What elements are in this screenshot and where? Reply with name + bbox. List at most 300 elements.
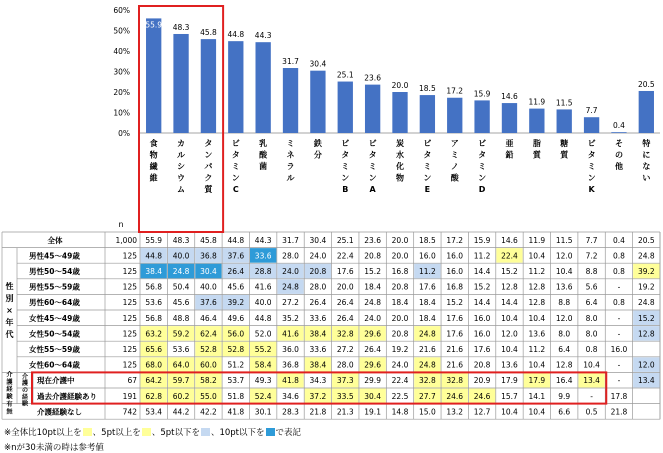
table-cell-value: 45.6 bbox=[227, 282, 245, 292]
table-cell-value: 65.6 bbox=[145, 345, 163, 354]
table-cell-value: 41.8 bbox=[282, 376, 299, 386]
table-cell-value: 26.4 bbox=[336, 298, 354, 308]
table-cell-value: 24.8 bbox=[637, 251, 655, 261]
table-cell-value: 52.8 bbox=[200, 345, 217, 354]
group-label-care-char: 験 bbox=[6, 393, 13, 401]
category-label-char: 質 bbox=[532, 150, 541, 160]
y-tick-label: 20% bbox=[113, 88, 130, 97]
table-cell-value: 51.8 bbox=[227, 391, 245, 401]
table-cell-value: 6.4 bbox=[558, 345, 571, 354]
table-cell-value: 56.0 bbox=[227, 329, 245, 339]
table-cell-value: 29.9 bbox=[364, 376, 381, 386]
table-cell-value: 38.4 bbox=[145, 267, 163, 276]
table-cell-value: 16.0 bbox=[419, 251, 436, 261]
table-cell-value: 10.4 bbox=[528, 360, 546, 370]
bar-value-label: 45.8 bbox=[200, 28, 217, 38]
bar bbox=[201, 39, 216, 133]
table-cell-value: 20.0 bbox=[391, 235, 409, 245]
category-label-char: ミ bbox=[231, 162, 240, 171]
table-cell-value: 44.2 bbox=[172, 407, 190, 417]
table-cell-value: 25.1 bbox=[336, 235, 354, 245]
bar bbox=[557, 109, 572, 133]
row-label: 女性50～54歳 bbox=[29, 329, 80, 339]
group-label-care-char: 護 bbox=[6, 378, 13, 386]
table-cell-value: 10.4 bbox=[583, 360, 600, 370]
y-tick-label: 50% bbox=[113, 26, 130, 36]
table-cell-value: 10.4 bbox=[528, 251, 546, 261]
category-label-char: ク bbox=[204, 173, 213, 183]
table-cell-value: 52.4 bbox=[254, 391, 272, 401]
row-label: 男性50～54歳 bbox=[29, 267, 80, 276]
table-cell-value: 36.8 bbox=[282, 360, 299, 370]
bar-value-label: 7.7 bbox=[585, 106, 598, 116]
row-n: 125 bbox=[122, 251, 137, 261]
table-cell-value: 11.2 bbox=[473, 251, 491, 261]
table-cell-value: 28.0 bbox=[309, 282, 327, 292]
row-n: 1,000 bbox=[115, 235, 137, 245]
category-label-char: カ bbox=[177, 139, 186, 148]
table-cell-value: 18.4 bbox=[391, 298, 409, 308]
table-cell-value: 26.4 bbox=[364, 345, 381, 354]
category-label-char: パ bbox=[204, 162, 213, 171]
bar bbox=[474, 100, 489, 133]
table-cell-value: 12.8 bbox=[528, 282, 546, 292]
table-cell-value: 27.7 bbox=[419, 391, 436, 401]
table-cell-value: 16.8 bbox=[446, 282, 464, 292]
category-label-char: E bbox=[424, 185, 431, 194]
table-cell-value: - bbox=[617, 313, 621, 323]
category-label-char: 炭 bbox=[396, 139, 404, 148]
table-cell-value: 27.2 bbox=[282, 298, 299, 308]
table-cell-value: 34.6 bbox=[282, 391, 299, 401]
category-label-char: タ bbox=[478, 150, 487, 160]
category-label-char: 糖 bbox=[560, 139, 569, 148]
table-cell-value: 59.7 bbox=[172, 376, 190, 386]
bar-value-label: 44.8 bbox=[227, 30, 245, 40]
table-cell-value: - bbox=[590, 391, 593, 401]
table-cell-value: 16.8 bbox=[391, 267, 409, 276]
table-cell-value: 18.4 bbox=[419, 313, 436, 323]
bar-value-label: 11.9 bbox=[528, 97, 546, 107]
table-cell-value: 45.6 bbox=[172, 298, 190, 308]
group-label-char: 性 bbox=[5, 282, 14, 291]
category-label-char: ム bbox=[177, 185, 186, 194]
category-label-char: ラ bbox=[286, 162, 295, 171]
bar-value-label: 48.3 bbox=[172, 22, 190, 32]
table-cell-value: 0.8 bbox=[612, 267, 625, 276]
table-cell-value: 28.0 bbox=[336, 360, 354, 370]
table-cell-value: 9.9 bbox=[558, 391, 571, 401]
legend-note-b: 、5pt以下を bbox=[151, 428, 200, 438]
table-cell-value: 18.5 bbox=[419, 235, 436, 245]
legend-note-suffix: で表記 bbox=[275, 428, 302, 438]
category-label-char: ン bbox=[204, 150, 213, 160]
table-cell-value: 27.2 bbox=[336, 345, 354, 354]
group-label-char: × bbox=[6, 306, 13, 315]
table-cell-value: 59.2 bbox=[172, 329, 190, 339]
legend-note-c: 、10pt以下を bbox=[210, 428, 265, 438]
table-cell-value: 17.6 bbox=[419, 282, 436, 292]
table-cell-value: 10.4 bbox=[528, 407, 546, 417]
table-cell-value: 56.8 bbox=[145, 282, 163, 292]
category-label-char: 菌 bbox=[259, 162, 268, 171]
group-sub-label-char: 護 bbox=[21, 380, 29, 388]
bar bbox=[173, 34, 188, 133]
category-label-char: ン bbox=[341, 173, 350, 183]
table-cell-value: 16.0 bbox=[473, 329, 491, 339]
category-label-char: 維 bbox=[149, 173, 158, 183]
category-label-char: ビ bbox=[423, 139, 432, 148]
table-cell-value: 41.6 bbox=[254, 282, 272, 292]
table-cell-value: 21.6 bbox=[446, 360, 464, 370]
table-cell-value: 18.4 bbox=[419, 298, 436, 308]
table-cell-value: - bbox=[617, 360, 621, 370]
category-label-char: ル bbox=[177, 150, 186, 160]
category-label-char: B bbox=[342, 185, 349, 194]
table-cell-value: 24.0 bbox=[391, 360, 409, 370]
n-header: n bbox=[118, 220, 124, 229]
table-cell-value: 68.0 bbox=[145, 360, 163, 370]
category-label-char: 他 bbox=[614, 162, 623, 171]
table-cell-value: 55.9 bbox=[145, 235, 163, 245]
legend-note bbox=[4, 426, 301, 438]
bar-value-label: 0.4 bbox=[612, 121, 625, 131]
bar-value-label: 25.1 bbox=[336, 70, 354, 80]
table-cell-value: 11.9 bbox=[528, 235, 546, 245]
table-cell-value: 7.7 bbox=[585, 235, 598, 245]
category-label-char: タ bbox=[368, 150, 377, 160]
table-cell-value: 30.4 bbox=[364, 391, 381, 401]
table-cell-value: 20.0 bbox=[336, 282, 354, 292]
bar-value-label: 17.2 bbox=[446, 86, 464, 96]
group-label-care-char: 経 bbox=[6, 386, 13, 394]
category-label-char: 質 bbox=[204, 185, 213, 194]
category-label-char: C bbox=[232, 185, 239, 194]
table-cell-value: 21.8 bbox=[610, 407, 628, 417]
table-cell-value: 26.4 bbox=[309, 298, 327, 308]
table-cell-value: 8.0 bbox=[558, 329, 571, 339]
table-cell-value: 58.4 bbox=[254, 360, 272, 370]
table-cell-value: 11.2 bbox=[419, 267, 436, 276]
table-cell-value: 0.8 bbox=[612, 251, 625, 261]
table-cell-value: 55.2 bbox=[254, 345, 272, 354]
table-cell-value: 41.8 bbox=[227, 407, 245, 417]
table-cell-value: 24.0 bbox=[282, 267, 299, 276]
y-tick-label: 10% bbox=[113, 108, 130, 118]
table-cell-value: 12.0 bbox=[555, 313, 573, 323]
table-cell-value: 38.4 bbox=[309, 360, 327, 370]
table-cell-value: 51.2 bbox=[227, 360, 245, 370]
table-cell-value: 40.0 bbox=[172, 251, 190, 261]
table-cell-value: 10.4 bbox=[501, 313, 518, 323]
category-label-char: ン bbox=[587, 173, 596, 183]
bar-value-label: 23.6 bbox=[364, 73, 381, 83]
category-label-char: ン bbox=[368, 173, 377, 183]
category-label-char: な bbox=[642, 162, 651, 171]
table-cell-value: 18.4 bbox=[364, 282, 381, 292]
bar-value-label: 18.5 bbox=[419, 84, 436, 94]
table-cell-value: 14.4 bbox=[473, 267, 491, 276]
row-n: 67 bbox=[127, 376, 137, 386]
row-n: 125 bbox=[122, 345, 137, 354]
group-sub-label-char: 験 bbox=[21, 400, 29, 408]
table-cell-value: 29.6 bbox=[364, 360, 381, 370]
table-cell-value: 0.5 bbox=[585, 407, 598, 417]
table-cell-value: 14.1 bbox=[528, 391, 546, 401]
category-label-char: 脂 bbox=[532, 139, 541, 148]
y-tick-label: 40% bbox=[113, 47, 130, 56]
table-cell-value: 52.0 bbox=[254, 329, 272, 339]
category-label-char: タ bbox=[341, 150, 350, 160]
table-cell-value: 21.8 bbox=[309, 407, 327, 417]
table-cell-value: 0.8 bbox=[612, 298, 625, 308]
table-cell-value: 11.5 bbox=[555, 235, 573, 245]
row-label: 男性60～64歳 bbox=[29, 298, 80, 308]
category-label-char: 食 bbox=[149, 139, 158, 148]
group-label-char: 代 bbox=[5, 330, 14, 339]
table-cell-value: 64.2 bbox=[145, 376, 163, 386]
table-cell-value: 15.2 bbox=[364, 267, 381, 276]
table-cell-value: 32.8 bbox=[419, 376, 436, 386]
category-label-char: ビ bbox=[231, 139, 240, 148]
table-cell-value: 32.8 bbox=[336, 329, 354, 339]
table-cell-value: 10.4 bbox=[555, 267, 573, 276]
table-cell-value: 32.8 bbox=[446, 376, 464, 386]
table-cell-value: 13.2 bbox=[446, 407, 464, 417]
bar bbox=[529, 109, 544, 133]
table-cell-value: 17.9 bbox=[528, 376, 546, 386]
table-cell-value: 8.0 bbox=[585, 313, 598, 323]
table-cell-value: 20.0 bbox=[391, 251, 409, 261]
category-label-char: ミ bbox=[587, 162, 596, 171]
table-cell-value: 24.8 bbox=[282, 282, 299, 292]
table-cell-value: 8.8 bbox=[558, 298, 571, 308]
table-cell-value: 62.4 bbox=[200, 329, 217, 339]
table-cell-value: 14.8 bbox=[391, 407, 409, 417]
table-cell-value: 10.4 bbox=[501, 345, 518, 354]
table-cell-value: 16.0 bbox=[473, 313, 491, 323]
bar bbox=[447, 98, 462, 133]
table-cell-value: 19.2 bbox=[637, 282, 655, 292]
bar bbox=[283, 68, 298, 133]
table-cell-value: 14.4 bbox=[473, 298, 491, 308]
table-cell-value: 19.1 bbox=[364, 407, 381, 417]
bar bbox=[611, 132, 626, 133]
row-label: 女性45～49歳 bbox=[29, 313, 80, 323]
table-cell-value: 48.8 bbox=[172, 313, 190, 323]
table-cell-value: 28.3 bbox=[282, 407, 299, 417]
table-cell-value: 20.8 bbox=[391, 282, 409, 292]
table-cell-value: 33.6 bbox=[309, 345, 327, 354]
table-cell-value: 24.8 bbox=[419, 329, 436, 339]
table-cell-value: 58.2 bbox=[200, 376, 217, 386]
table-cell-value: 41.6 bbox=[282, 329, 299, 339]
table-cell-value: 24.0 bbox=[364, 313, 381, 323]
category-label-char: 酸 bbox=[450, 173, 459, 183]
table-cell-value: 39.2 bbox=[637, 267, 655, 276]
table-cell-value: 17.6 bbox=[336, 267, 354, 276]
table-cell-value: 52.8 bbox=[227, 345, 245, 354]
table-cell-value: 26.4 bbox=[336, 313, 354, 323]
table-cell-value: 8.8 bbox=[585, 267, 598, 276]
category-label-char: 質 bbox=[560, 150, 569, 160]
category-label-char: ビ bbox=[341, 139, 350, 148]
table-cell-value: 17.8 bbox=[610, 391, 628, 401]
table-cell-value: 13.4 bbox=[637, 376, 655, 386]
table-cell-value: 17.6 bbox=[446, 329, 464, 339]
table-cell-value: 53.6 bbox=[172, 345, 190, 354]
table-cell-value: 12.8 bbox=[637, 329, 655, 339]
table-cell-value: 46.4 bbox=[200, 313, 217, 323]
table-cell-value: 33.6 bbox=[309, 313, 327, 323]
table-cell-value: 24.8 bbox=[419, 360, 436, 370]
table-cell-value: 60.2 bbox=[172, 391, 190, 401]
category-label-char: ン bbox=[478, 173, 487, 183]
table-cell-value: 11.2 bbox=[528, 267, 546, 276]
bar-value-label: 30.4 bbox=[309, 59, 327, 69]
table-cell-value: 15.0 bbox=[419, 407, 436, 417]
table-cell-value: 22.4 bbox=[501, 251, 518, 261]
group-label-char: 年 bbox=[5, 318, 14, 327]
table-cell-value: 37.3 bbox=[336, 376, 354, 386]
table-cell-value: 15.2 bbox=[473, 282, 491, 292]
table-cell-value: 30.4 bbox=[309, 235, 327, 245]
table-cell-value: 24.8 bbox=[637, 298, 655, 308]
row-label: 現在介護中 bbox=[37, 376, 75, 386]
table-cell-value: 14.4 bbox=[501, 298, 518, 308]
category-label-char: ネ bbox=[286, 150, 295, 160]
category-label-char: ン bbox=[423, 173, 432, 183]
table-cell-value: 29.6 bbox=[364, 329, 381, 339]
category-label-char: タ bbox=[204, 139, 213, 148]
bar-value-label: 20.0 bbox=[391, 81, 409, 90]
group-label-care-char: 介 bbox=[6, 371, 13, 379]
table-cell-value: 40.0 bbox=[254, 298, 272, 308]
lightblue-swatch bbox=[201, 428, 210, 436]
table-cell-value: 20.8 bbox=[473, 360, 491, 370]
category-label-char: 鉛 bbox=[505, 150, 514, 160]
bar bbox=[584, 117, 599, 133]
table-cell-value: 12.0 bbox=[637, 360, 655, 370]
table-cell-value: 48.3 bbox=[172, 235, 190, 245]
table-cell-value: 15.2 bbox=[501, 267, 518, 276]
category-label-char: 特 bbox=[642, 139, 651, 148]
table-cell-value: 20.8 bbox=[391, 329, 409, 339]
table-cell-value: 21.6 bbox=[446, 345, 464, 354]
table-cell-value: 40.0 bbox=[200, 282, 217, 292]
table-cell-value: 14.6 bbox=[501, 235, 518, 245]
table-cell-value: 63.2 bbox=[145, 329, 163, 339]
table-cell-value: 24.8 bbox=[364, 298, 381, 308]
table-cell-value: 31.7 bbox=[282, 235, 299, 245]
table-cell-value: 22.4 bbox=[336, 251, 354, 261]
row-label: 男性55～59歳 bbox=[29, 282, 80, 292]
category-label-char: に bbox=[642, 150, 651, 160]
table-cell-value: 24.0 bbox=[309, 251, 327, 261]
bar bbox=[310, 71, 325, 133]
table-cell-value: 64.0 bbox=[172, 360, 190, 370]
row-label: 過去介護経験あり bbox=[37, 391, 97, 401]
table-cell-value: 49.3 bbox=[254, 376, 272, 386]
table-cell-value: 39.2 bbox=[227, 298, 245, 308]
table-cell-value: 12.8 bbox=[528, 298, 546, 308]
table-cell-value: - bbox=[617, 376, 621, 386]
category-label-char: 鉄 bbox=[313, 139, 322, 148]
table-cell-value: 5.6 bbox=[585, 282, 598, 292]
table-cell-value: 15.7 bbox=[501, 391, 518, 401]
table-cell-value: 11.2 bbox=[528, 345, 546, 354]
table-cell-value: 8.0 bbox=[585, 329, 598, 339]
bar bbox=[228, 41, 243, 133]
category-label-char: 酸 bbox=[259, 150, 268, 160]
table-cell-value: 37.6 bbox=[227, 251, 245, 261]
bar-value-label: 14.6 bbox=[501, 92, 518, 102]
table-cell-value: 53.7 bbox=[227, 376, 245, 386]
row-label: 全体 bbox=[47, 235, 63, 245]
category-label-char: K bbox=[588, 185, 595, 194]
table-cell-value: 12.0 bbox=[555, 251, 573, 261]
bar bbox=[338, 82, 353, 133]
table-cell-value: 28.8 bbox=[254, 267, 272, 276]
category-label-char: 化 bbox=[396, 162, 404, 171]
table-cell-value: 33.6 bbox=[254, 251, 272, 261]
group-sub-label-char: 経 bbox=[21, 393, 29, 401]
table-cell-value: 24.6 bbox=[473, 391, 491, 401]
table-cell-value: 12.7 bbox=[473, 407, 491, 417]
table-cell-value: 17.6 bbox=[446, 313, 464, 323]
row-n: 191 bbox=[122, 391, 137, 401]
bar-value-label: 20.5 bbox=[637, 79, 655, 89]
table-cell-value: 55.0 bbox=[200, 391, 217, 401]
yellow-swatch bbox=[83, 428, 92, 436]
category-label-char: ミ bbox=[286, 139, 295, 148]
table-cell-value: 23.6 bbox=[364, 235, 381, 245]
table-cell-value: 20.8 bbox=[364, 251, 381, 261]
table-cell-value: 13.6 bbox=[528, 329, 546, 339]
row-label: 介護経験なし bbox=[37, 407, 82, 417]
row-n: 125 bbox=[122, 360, 137, 370]
category-label-char: ビ bbox=[587, 139, 596, 148]
sample-size-note: ※nが30未満の時は参考値 bbox=[4, 443, 104, 453]
table-cell-value: 34.3 bbox=[309, 376, 327, 386]
table-cell-value: 24.8 bbox=[172, 267, 190, 276]
bar-value-label: 55.9 bbox=[145, 20, 163, 30]
category-label-char: 物 bbox=[149, 150, 158, 160]
table-cell-value: 17.2 bbox=[446, 235, 464, 245]
category-label-char: 水 bbox=[396, 150, 404, 160]
table-cell-value: 35.2 bbox=[282, 313, 299, 323]
table-cell-value: 10.4 bbox=[501, 407, 518, 417]
row-label: 女性55～59歳 bbox=[29, 345, 80, 354]
group-label-char: 別 bbox=[5, 294, 14, 303]
bar bbox=[255, 42, 270, 133]
table-cell-value: 13.6 bbox=[501, 360, 518, 370]
bar bbox=[392, 92, 407, 133]
table-cell-value: 33.5 bbox=[336, 391, 354, 401]
yellow-swatch-2 bbox=[142, 428, 151, 436]
category-label-char: 亜 bbox=[505, 139, 514, 148]
group-label-care-char: 無 bbox=[6, 408, 13, 416]
category-label-char: ノ bbox=[450, 162, 459, 171]
table-cell-value: 16.4 bbox=[555, 376, 573, 386]
table-cell-value: 56.8 bbox=[145, 313, 163, 323]
bar bbox=[639, 91, 654, 133]
table-cell-value: 17.6 bbox=[473, 345, 491, 354]
table-cell-value: 6.6 bbox=[558, 407, 571, 417]
row-n: 125 bbox=[122, 282, 137, 292]
table-cell-value: 20.5 bbox=[637, 235, 655, 245]
row-n: 125 bbox=[122, 267, 137, 276]
